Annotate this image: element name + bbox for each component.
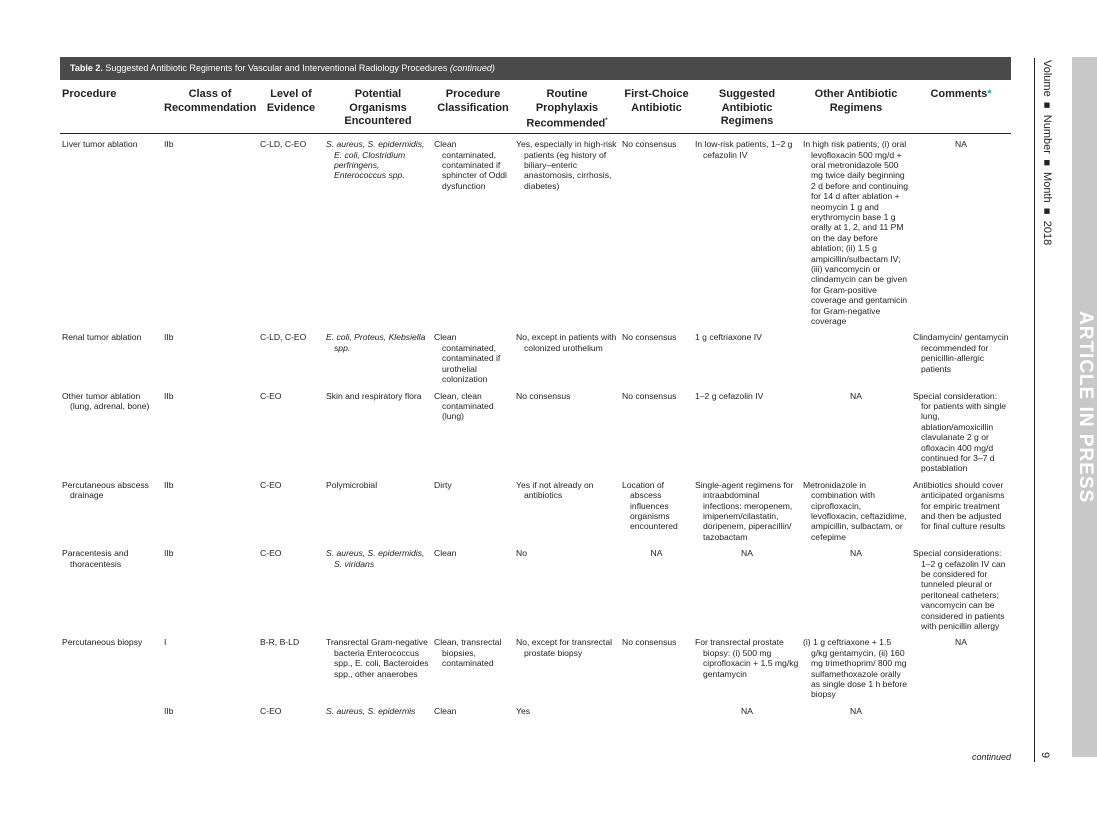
cell-other: Metronidazole in combination with ciprofloxacin, levofloxacin, ceftazidime, ampicillin, sulbactam, or cefepime bbox=[803, 479, 907, 542]
cell-other: NA bbox=[850, 390, 862, 401]
col-header-first-choice: First-Choice Antibiotic bbox=[620, 86, 693, 134]
header-row bbox=[60, 86, 1011, 134]
cell-organisms: Polymicrobial bbox=[326, 479, 378, 490]
cell-classification: Clean bbox=[434, 705, 457, 716]
cell-classification: Clean, transrectal biopsies, contaminated bbox=[434, 637, 502, 669]
cell-comments: NA bbox=[955, 637, 967, 648]
continued-note: continued bbox=[971, 752, 1011, 762]
cell-suggested: 1 g ceftriaxone IV bbox=[695, 332, 762, 343]
cell-class: I bbox=[164, 637, 167, 648]
cell-first-choice bbox=[620, 701, 693, 717]
table-row bbox=[60, 386, 1011, 475]
page-number: 9 bbox=[1039, 752, 1051, 759]
col-header-procedure: Procedure bbox=[60, 86, 162, 134]
cell-other: NA bbox=[850, 548, 862, 559]
cell-organisms: Skin and respiratory flora bbox=[326, 390, 422, 401]
table-row bbox=[60, 475, 1011, 543]
cell-prophylaxis: Yes bbox=[516, 705, 531, 716]
cell-classification: Clean contaminated, contaminated if urothelial colonization bbox=[434, 332, 501, 385]
cell-comments: Special considerations: 1–2 g cefazolin IV can be considered for tunneled pleural or peritoneal catheters; vancomycin can be considered in patients with penicillin allergy bbox=[913, 548, 1006, 632]
cell-procedure bbox=[60, 701, 162, 717]
cell-organisms: S. aureus, S. epidermidis, E. coli, Clostridium perfringens, Enterococcus spp. bbox=[326, 139, 425, 181]
cell-other: In high risk patients, (i) oral levofloxacin 500 mg/d + oral metronidazole 500 mg twice daily beginning 2 d before and continuing for 14 d after ablation + neomycin 1 g and erythromycin base 1 g orally at 1, 2, and 11 PM on the day before ablation; (ii) 1.5 g ampicillin/sulbactam IV; (iii) vancomycin or clindamycin can be given for Gram-positive coverage and gentamicin for Gram-negative coverage bbox=[803, 139, 908, 327]
cell-classification: Clean, clean contaminated (lung) bbox=[434, 390, 494, 422]
cell-prophylaxis: Yes, especially in high-risk patients (eg history of biliary–enteric anastomosis, cirrhosis, diabetes) bbox=[516, 139, 617, 191]
cell-comments: Clindamycin/ gentamycin recommended for penicillin-allergic patients bbox=[913, 332, 1009, 374]
cell-organisms: E. coli, Proteus, Klebsiella spp. bbox=[326, 332, 426, 353]
cell-comments: NA bbox=[955, 139, 967, 150]
cell-organisms: S. aureus, S. epidermis bbox=[326, 705, 416, 716]
col-header-prophylaxis bbox=[514, 86, 620, 134]
cell-class: IIb bbox=[164, 548, 174, 559]
cell-suggested: Single-agent regimens for intraabdominal infections: meropenem, imipenem/cilastatin, doripenem, piperacillin/ tazobactam bbox=[695, 479, 794, 542]
cell-prophylaxis: No consensus bbox=[516, 390, 571, 401]
cell-procedure: Other tumor ablation (lung, adrenal, bone) bbox=[62, 390, 150, 411]
cell-suggested: In low-risk patients, 1–2 g cefazolin IV bbox=[695, 139, 793, 160]
cell-procedure: Renal tumor ablation bbox=[62, 332, 142, 343]
cell-comments bbox=[911, 701, 1011, 717]
cell-procedure: Percutaneous biopsy bbox=[62, 637, 143, 648]
cell-first-choice: Location of abscess influences organisms encountered bbox=[622, 479, 678, 532]
side-banner-text: ARTICLE IN PRESS bbox=[1075, 311, 1096, 504]
cell-first-choice: No consensus bbox=[622, 637, 677, 648]
asterisk-link[interactable]: * bbox=[987, 88, 992, 100]
cell-procedure: Percutaneous abscess drainage bbox=[62, 479, 149, 501]
asterisk-mark: * bbox=[605, 118, 608, 124]
cell-first-choice: No consensus bbox=[622, 332, 677, 343]
col-header-level: Level of Evidence bbox=[258, 86, 324, 134]
running-header: Volume ■ Number ■ Month ■ 2018 bbox=[1041, 60, 1053, 246]
side-banner bbox=[1072, 57, 1097, 757]
cell-level: C-LD, C-EO bbox=[260, 332, 307, 343]
col-header-classification: Procedure Classification bbox=[432, 86, 514, 134]
cell-prophylaxis: No, except in patients with colonized urothelium bbox=[516, 332, 617, 353]
page-margin-rule bbox=[1034, 58, 1035, 762]
cell-classification: Clean bbox=[434, 548, 457, 559]
cell-prophylaxis: Yes if not already on antibiotics bbox=[516, 479, 594, 501]
cell-comments: Special consideration: for patients with single lung, ablation/amoxicillin clavulanate 2 g or ofloxacin 400 mg/d continued for 3–7 d postablation bbox=[913, 390, 1007, 474]
cell-class: IIb bbox=[164, 139, 174, 150]
cell-level: C-EO bbox=[260, 479, 282, 490]
cell-level: C-EO bbox=[260, 390, 282, 401]
cell-level: C-EO bbox=[260, 705, 282, 716]
cell-suggested: For transrectal prostate biopsy: (i) 500 mg ciprofloxacin + 1.5 mg/kg gentamycin bbox=[695, 637, 799, 679]
cell-level: B-R, B-LD bbox=[260, 637, 300, 648]
cell-suggested: 1–2 g cefazolin IV bbox=[695, 390, 764, 401]
cell-level: C-EO bbox=[260, 548, 282, 559]
cell-suggested: NA bbox=[741, 548, 753, 559]
table-row bbox=[60, 543, 1011, 632]
cell-prophylaxis: No, except for transrectal prostate biopsy bbox=[516, 637, 613, 658]
cell-classification: Clean contaminated, contaminated if sphincter of Oddi dysfunction bbox=[434, 139, 507, 191]
cell-level: C-LD, C-EO bbox=[260, 139, 307, 150]
cell-other: NA bbox=[850, 705, 862, 716]
col-header-prophylaxis-label: Routine Prophylaxis Recommended bbox=[526, 88, 606, 130]
table-title-text: Suggested Antibiotic Regiments for Vascular and Interventional Radiology Procedures bbox=[102, 63, 450, 73]
cell-first-choice: No consensus bbox=[622, 139, 677, 150]
antibiotic-regimen-table bbox=[60, 86, 1011, 717]
table-label: Table 2. bbox=[70, 63, 103, 73]
cell-class: IIb bbox=[164, 332, 174, 343]
col-header-other: Other Antibiotic Regimens bbox=[801, 86, 911, 134]
cell-organisms: S. aureus, S. epidermidis, S. viridans bbox=[326, 548, 425, 569]
cell-other bbox=[801, 327, 911, 385]
cell-class: IIb bbox=[164, 705, 174, 716]
cell-first-choice: NA bbox=[650, 548, 663, 559]
cell-prophylaxis: No bbox=[516, 548, 527, 559]
cell-comments: Antibiotics should cover anticipated organisms for empiric treatment and then be adjusted for final culture results bbox=[913, 479, 1006, 532]
cell-organisms: Transrectal Gram-negative bacteria Enterococcus spp., E. coli, Bacteroides spp., other anaerobes bbox=[326, 637, 429, 679]
table-title-suffix: (continued) bbox=[449, 63, 495, 73]
table-row bbox=[60, 701, 1011, 717]
table-row bbox=[60, 134, 1011, 328]
col-header-organisms: Potential Organisms Encountered bbox=[324, 86, 432, 134]
cell-other: (i) 1 g ceftriaxone + 1.5 g/kg gentamycin, (ii) 160 mg trimethoprim/ 800 mg sulfamethoxazole orally as single dose 1 h before biopsy bbox=[803, 637, 908, 700]
cell-procedure: Liver tumor ablation bbox=[62, 139, 138, 150]
col-header-comments bbox=[911, 86, 1011, 134]
cell-suggested: NA bbox=[741, 705, 753, 716]
cell-class: IIb bbox=[164, 390, 174, 401]
col-header-suggested: Suggested Antibiotic Regimens bbox=[693, 86, 801, 134]
col-header-comments-label: Comments bbox=[930, 88, 988, 100]
table-row bbox=[60, 632, 1011, 700]
table-row bbox=[60, 327, 1011, 385]
table-title-bar bbox=[60, 57, 1011, 80]
cell-classification: Dirty bbox=[434, 479, 452, 490]
cell-procedure: Paracentesis and thoracentesis bbox=[62, 548, 129, 569]
cell-first-choice: No consensus bbox=[622, 390, 677, 401]
cell-class: IIb bbox=[164, 479, 174, 490]
col-header-class: Class of Recommendation bbox=[162, 86, 258, 134]
